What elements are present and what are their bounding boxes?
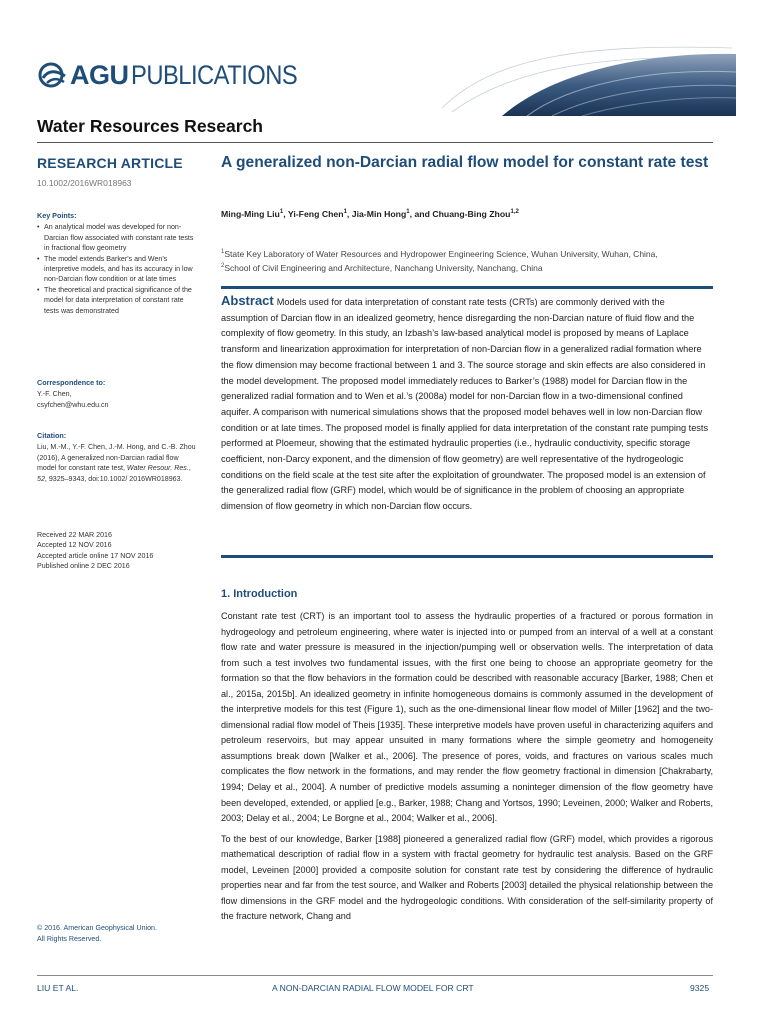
author: Yi-Feng Chen [287, 209, 344, 219]
abstract-top-rule [221, 286, 713, 289]
copyright: © 2016. American Geophysical Union. All Rights Reserved. [37, 924, 157, 943]
date-accepted: Accepted 12 NOV 2016 [37, 541, 112, 550]
correspondence-heading: Correspondence to: [37, 378, 106, 387]
author: Chuang-Bing Zhou [432, 209, 511, 219]
abstract-label: Abstract [221, 293, 274, 308]
key-point-item: • The model extends Barker's and Wen's interpretive models, and has its accuracy in low non-Darcian flow condition or at late times [44, 254, 197, 285]
correspondence-email[interactable]: csyfchen@whu.edu.cn [37, 400, 109, 409]
citation-heading: Citation: [37, 431, 67, 440]
footer-divider [37, 975, 713, 976]
affiliation-2: $^2$School of Civil Engineering and Architecture, Nanchang University, Nanchang, China [221, 263, 543, 273]
page-number: 9325 [690, 983, 710, 993]
affiliation-1: $^1$State Key Laboratory of Water Resources and Hydropower Engineering Science, Wuhan University, Wuhan, China, [221, 249, 658, 259]
ocean-wave-graphic [432, 38, 736, 116]
logo-publications-text: PUBLICATIONS [130, 59, 297, 90]
logo-agu-text: AGU [70, 59, 129, 90]
article-doi[interactable]: 10.1002/2016WR018963 [37, 178, 132, 188]
abstract [221, 293, 713, 515]
body-text [221, 609, 713, 925]
article-title: A generalized non-Darcian radial flow model for constant rate test [221, 154, 709, 171]
key-points-heading: Key Points: [37, 211, 77, 220]
article-type: RESEARCH ARTICLE [37, 155, 183, 171]
publisher-logo [38, 58, 319, 92]
author-list: Ming-Ming Liu$^1$, Yi-Feng Chen$^1$, Jia-Min Hong$^1$, and Chuang-Bing Zhou$^{1,2}$ [221, 209, 519, 219]
journal-name: Water Resources Research [37, 116, 263, 136]
footer-authors: LIU ET AL. [37, 983, 79, 993]
publication-dates [37, 530, 197, 572]
key-point-item: • The theoretical and practical significance of the model for data interpretation of constant rate tests was demonstrated [44, 285, 197, 316]
abstract-bottom-rule [221, 555, 713, 558]
header-divider [37, 142, 713, 143]
key-point-item: • An analytical model was developed for non-Darcian flow associated with constant rate tests in fractional flow geometry [44, 222, 197, 253]
section-heading: 1. Introduction [221, 588, 298, 600]
agu-globe-icon [38, 62, 68, 88]
correspondence [37, 378, 197, 410]
key-points [37, 211, 197, 316]
paragraph: To the best of our knowledge, Barker [1988] pioneered a generalized radial flow (GRF) model, which provides a rigorous mathematical description of radial flow in a system with fractal geometry for hydraulic test analysis. Based on the GRF model, Leveinen [2000] provided a composite solution for constant rate test by considering the difference of hydraulic properties near and far from the test source, and Walker and Roberts [2003] detailed the physical relationship between the flow dimensions in the GRF model and the hydrogeologic conditions. With consideration of the self-similarity property of the fracture network, Chang and [221, 833, 713, 922]
footer-running-title: A NON-DARCIAN RADIAL FLOW MODEL FOR CRT [272, 983, 474, 993]
citation [37, 431, 197, 484]
paragraph: Constant rate test (CRT) is an important tool to assess the hydraulic properties of a fractured or porous formation in hydrogeology and petroleum engineering, where water is injected into or pumped from an interval of a well at a constant flow rate and water pressure is measured in the injection/pumping well or observation wells. The interpretation of data from such a test involves two fundamental issues, with the first one being to choose an appropriate geometry for the formation so that the flow behaviors in the formation could be described with reasonable accuracy [Barker, 1988; Chen et al., 2015a, 2015b]. An idealized geometry in infinite homogeneous domains is commonly assumed in the development of the interpretive models for this test (Figure 1), such as the one-dimensional linear flow model of Miller [1962] and the two-dimensional radial flow model of Theis [1935]. These interpretive models have proven useful in characterizing aquifers and petroleum reservoirs, but may appear unsuited in many formations where the simple geometry and homogeneity assumptions break down [Walker et al., 2006]. The presence of pores, voids, and fractures on various scales much complicates the flow network in the formations, and may render the flow geometry fractional in dimension [Chakrabarty, 1994; Delay et al., 2004]. A number of predictive models assuming a noninteger dimension of the flow geometry have been developed, extended, or applied [e.g., Barker, 1988; Chang and Yortsos, 1990; Leveinen, 2000; Walker and Roberts, 2003; Delay et al., 2004; Le Borgne et al., 2004; Walker et al., 2006]. [221, 611, 714, 824]
date-accepted-online: Accepted article online 17 NOV 2016 [37, 551, 154, 560]
date-received: Received 22 MAR 2016 [37, 531, 112, 539]
abstract-text: Models used for data interpretation of constant rate tests (CRTs) are commonly derived with the assumption of Darcian flow in an idealized geometry, hence disregarding the non-Darcian nature of fluid flow and the complexity of flow geometry. In this study, an Izbash’s law-based analytical model is proposed by means of Laplace transform and linearization approximation for interpretation of non-Darcian flow in a generalized radial formation where the flow dimension may become fractional between 1 and 3. The source storage and skin effects are also considered in the model development. The proposed model immediately reduces to Barker’s (1988) model for Darcian flow in the generalized radial formation and to Wen et al.’s (2008a) model for non-Darcian flow in a two-dimensional confined aquifer. A comparison with numerical simulations shows that the proposed model behaves well in low non-Darcian flow condition or at late times. The proposed model is finally applied for data interpretation of the constant rate pumping tests performed at Ploemeur, showing that the estimated hydraulic properties (i.e., hydraulic conductivity, specific storage coefficient, non-Darcy exponent, and the dimension of flow geometry) are well representative of the hydrogeologic conditions on the field scale at the test site after the exploitation of groundwater. The proposed model is an extension of the generalized radial flow (GRF) model, which would be of significance in the problem of choosing an appropriate dimension of flow geometry in which non-Darcian flow occurs. [221, 297, 709, 512]
correspondence-name: Y.-F. Chen, [37, 390, 72, 399]
date-published: Published online 2 DEC 2016 [37, 562, 130, 571]
author: Ming-Ming Liu [221, 209, 280, 219]
author: Jia-Min Hong [351, 209, 407, 219]
citation-text: Liu, M.-M., Y.-F. Chen, J.-M. Hong, and C.-B. Zhou (2016), A generalized non-Darcian radial flow model for constant rate test, Water Resour. Res., 52, 9325–9343, doi:10.1002/ 2016WR018963. [37, 443, 196, 483]
